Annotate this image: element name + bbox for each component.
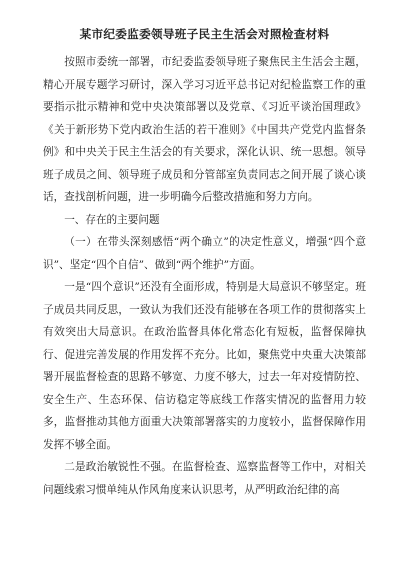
document-title: 某市纪委监委领导班子民主生活会对照检查材料 [79,27,330,41]
subsection-heading: （一）在带头深刻感悟“两个确立”的决定性意义，增强“四个意识”、坚定“四个自信”、做到“两个维护”方面。 [43,236,366,271]
body-paragraph-1: 一是“四个意识”还没有全面形成，特别是大局意识不够坚定。班子成员共同反思，一致认为我们还没有能够在各项工作的贯彻落实上有效突出大局意识。在政治监督具体化常态化有短板，监督保障执行、促进完善发展的作用发挥不充分。比如，聚焦党中央重大决策部署开展监督检查的思路不够宽、力度不够大，过去一年对疫情防控、安全生产、生态环保、信访稳定等底线工作落实情况的监督用力较多，监督推动其他方面重大决策部署落实的力度较小，监督保障作用发挥不够全面。 [43,281,366,451]
section-heading: 一、存在的主要问题 [64,213,160,226]
body-paragraph-2: 二是政治敏锐性不强。在监督检查、巡察监督等工作中，对相关问题线索习惯单纯从作风角度来认识思考，从严明政治纪律的高 [43,461,366,496]
intro-paragraph: 按照市委统一部署，市纪委监委领导班子聚焦民主生活会主题，精心开展专题学习研讨，深入学习习近平总书记对纪检监察工作的重要指示批示精神和党中央决策部署以及党章、《习近平谈治国理政》《关于新形势下党内政治生活的若干准则》《中国共产党党内监督条例》和中央关于民主生活会的有关要求，深化认识、统一思想。领导班子成员之间、领导班子成员和分管部室负责同志之间开展了谈心谈话，查找剖析问题，进一步明确今后整改措施和努力方向。 [43,56,366,203]
